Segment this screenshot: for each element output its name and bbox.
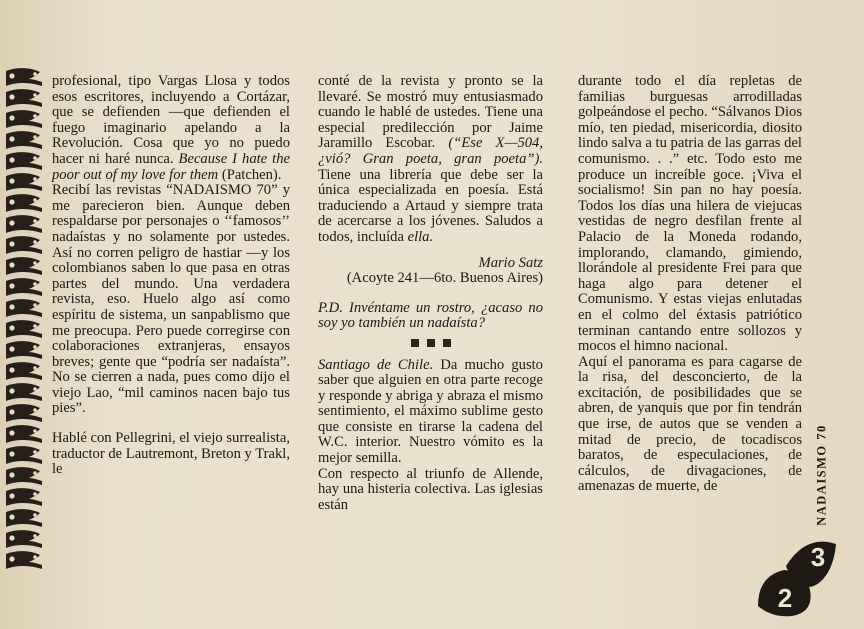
emphasis-italic: ella.: [407, 228, 434, 245]
signature-name: Mario Satz: [478, 254, 543, 271]
signature-address: (Acoyte 241—6to. Buenos Aires): [346, 270, 543, 287]
section-separator: [318, 336, 543, 352]
paragraph: [318, 358, 543, 467]
paragraph-text: Da mucho gusto saber que alguien en otra parte recoge y responde y abriga y abraza el mismo sentimiento, el máximo sublime gesto que consiste en tirarse la cadena del W.C. interior. Nuestro vómito es la mejor semilla.: [318, 356, 543, 467]
page-digit-3: 3: [810, 542, 826, 572]
paragraph-text: profesional, tipo Vargas Llosa y todos esos escritores, incluyendo a Cortázar, que se defienden —que defienden el fuego imaginario apelando a la Revolución. Cosa que yo no puedo hacer ni haré nunca.: [52, 73, 290, 167]
text-column-3: [578, 74, 802, 495]
page-number-logo-icon: [752, 520, 838, 618]
paragraph: durante todo el día repletas de familias burguesas arrodilladas golpeándose el pecho. “Sálvanos Dios mío, ten piedad, misericordia, diosito lindo salva a tu patria de las garras del comunismo. . .” etc. Todo esto me produce un increíble goce. ¡Viva el socialismo! Sin pan no hay poesía. Todos los días una hilera de viejucas vestidas de negro desfilan frente al Palacio de la Moneda rodando, implorando, clamando, gimiendo, llorándole al presidente Frei para que haga algo para detener el Comunismo. Y estas viejas enlutadas en el colmo del éxtasis patriótico terminan cantando entre sollozos y mocos el himno nacional.: [578, 73, 802, 355]
text-column-2: [318, 74, 543, 513]
quote-italic: Because I hate the poor out of my love for them: [52, 150, 290, 183]
quote-attribution: (Patchen).: [221, 166, 282, 183]
side-magazine-title: NADAISMO 70: [814, 424, 829, 526]
paragraph: Hablé con Pellegrini, el viejo surrealista, traductor de Lautremont, Breton y Trakl, le: [52, 430, 290, 478]
text-column-1: [52, 74, 290, 478]
paragraph: Con respecto al triunfo de Allende, hay una histeria colectiva. Las iglesias están: [318, 465, 543, 513]
paragraph: Recibí las revistas “NADAISMO 70” y me parecieron bien. Aunque deben respaldarse por personajes o ‘‘famosos’’ nadaístas y no solamente por ustedes. Así no corren peligro de hastiar —y los colombianos saben lo que pasa en otras partes del mundo. Una verdadera revista, eso. Huelo algo así como espíritu de sistema, un sanpablismo que me preocupa. Pero puede corregirse con colaboraciones extranjeras, ensayos breves; gente que “podría ser nadaísta”. No se cierren a nada, pues como dijo el viejo Lao, “mil caminos nacen bajo tus pies”.: [52, 182, 290, 417]
decorative-border-icon: [4, 68, 44, 573]
paragraph-text: Tiene una librería que debe ser la única especializada en poesía. Está traduciendo a Artaud y siempre trata de acercarse a los jóvenes. Saludos a todos, incluída: [318, 166, 543, 245]
paragraph: [52, 74, 290, 183]
paragraph-text: conté de la revista y pronto se la llevaré. Se mostró muy entusiasmado cuando le hablé de ustedes. Tiene una especial predilección por Jaime Jaramillo Escobar.: [318, 73, 543, 152]
postscript: P.D. Invéntame un rostro, ¿acaso no soy yo también un nadaísta?: [318, 299, 543, 332]
paragraph: [318, 74, 543, 246]
quote-italic: (“Ese X—504, ¿vió? Gran poeta, gran poeta”).: [318, 135, 543, 167]
dateline-place: Santiago de Chile.: [318, 356, 434, 373]
page-digit-2: 2: [777, 583, 793, 613]
paragraph: Aquí el panorama es para cagarse de la risa, del desconcierto, de la excitación, de posibilidades que se abren, de yanquis que por fin tendrán que irse, de autos que se venden a mitad de precio, de tocadiscos baratos, de especulaciones, de cálculos, de divagaciones, de amenazas de muerte, de: [578, 353, 802, 495]
